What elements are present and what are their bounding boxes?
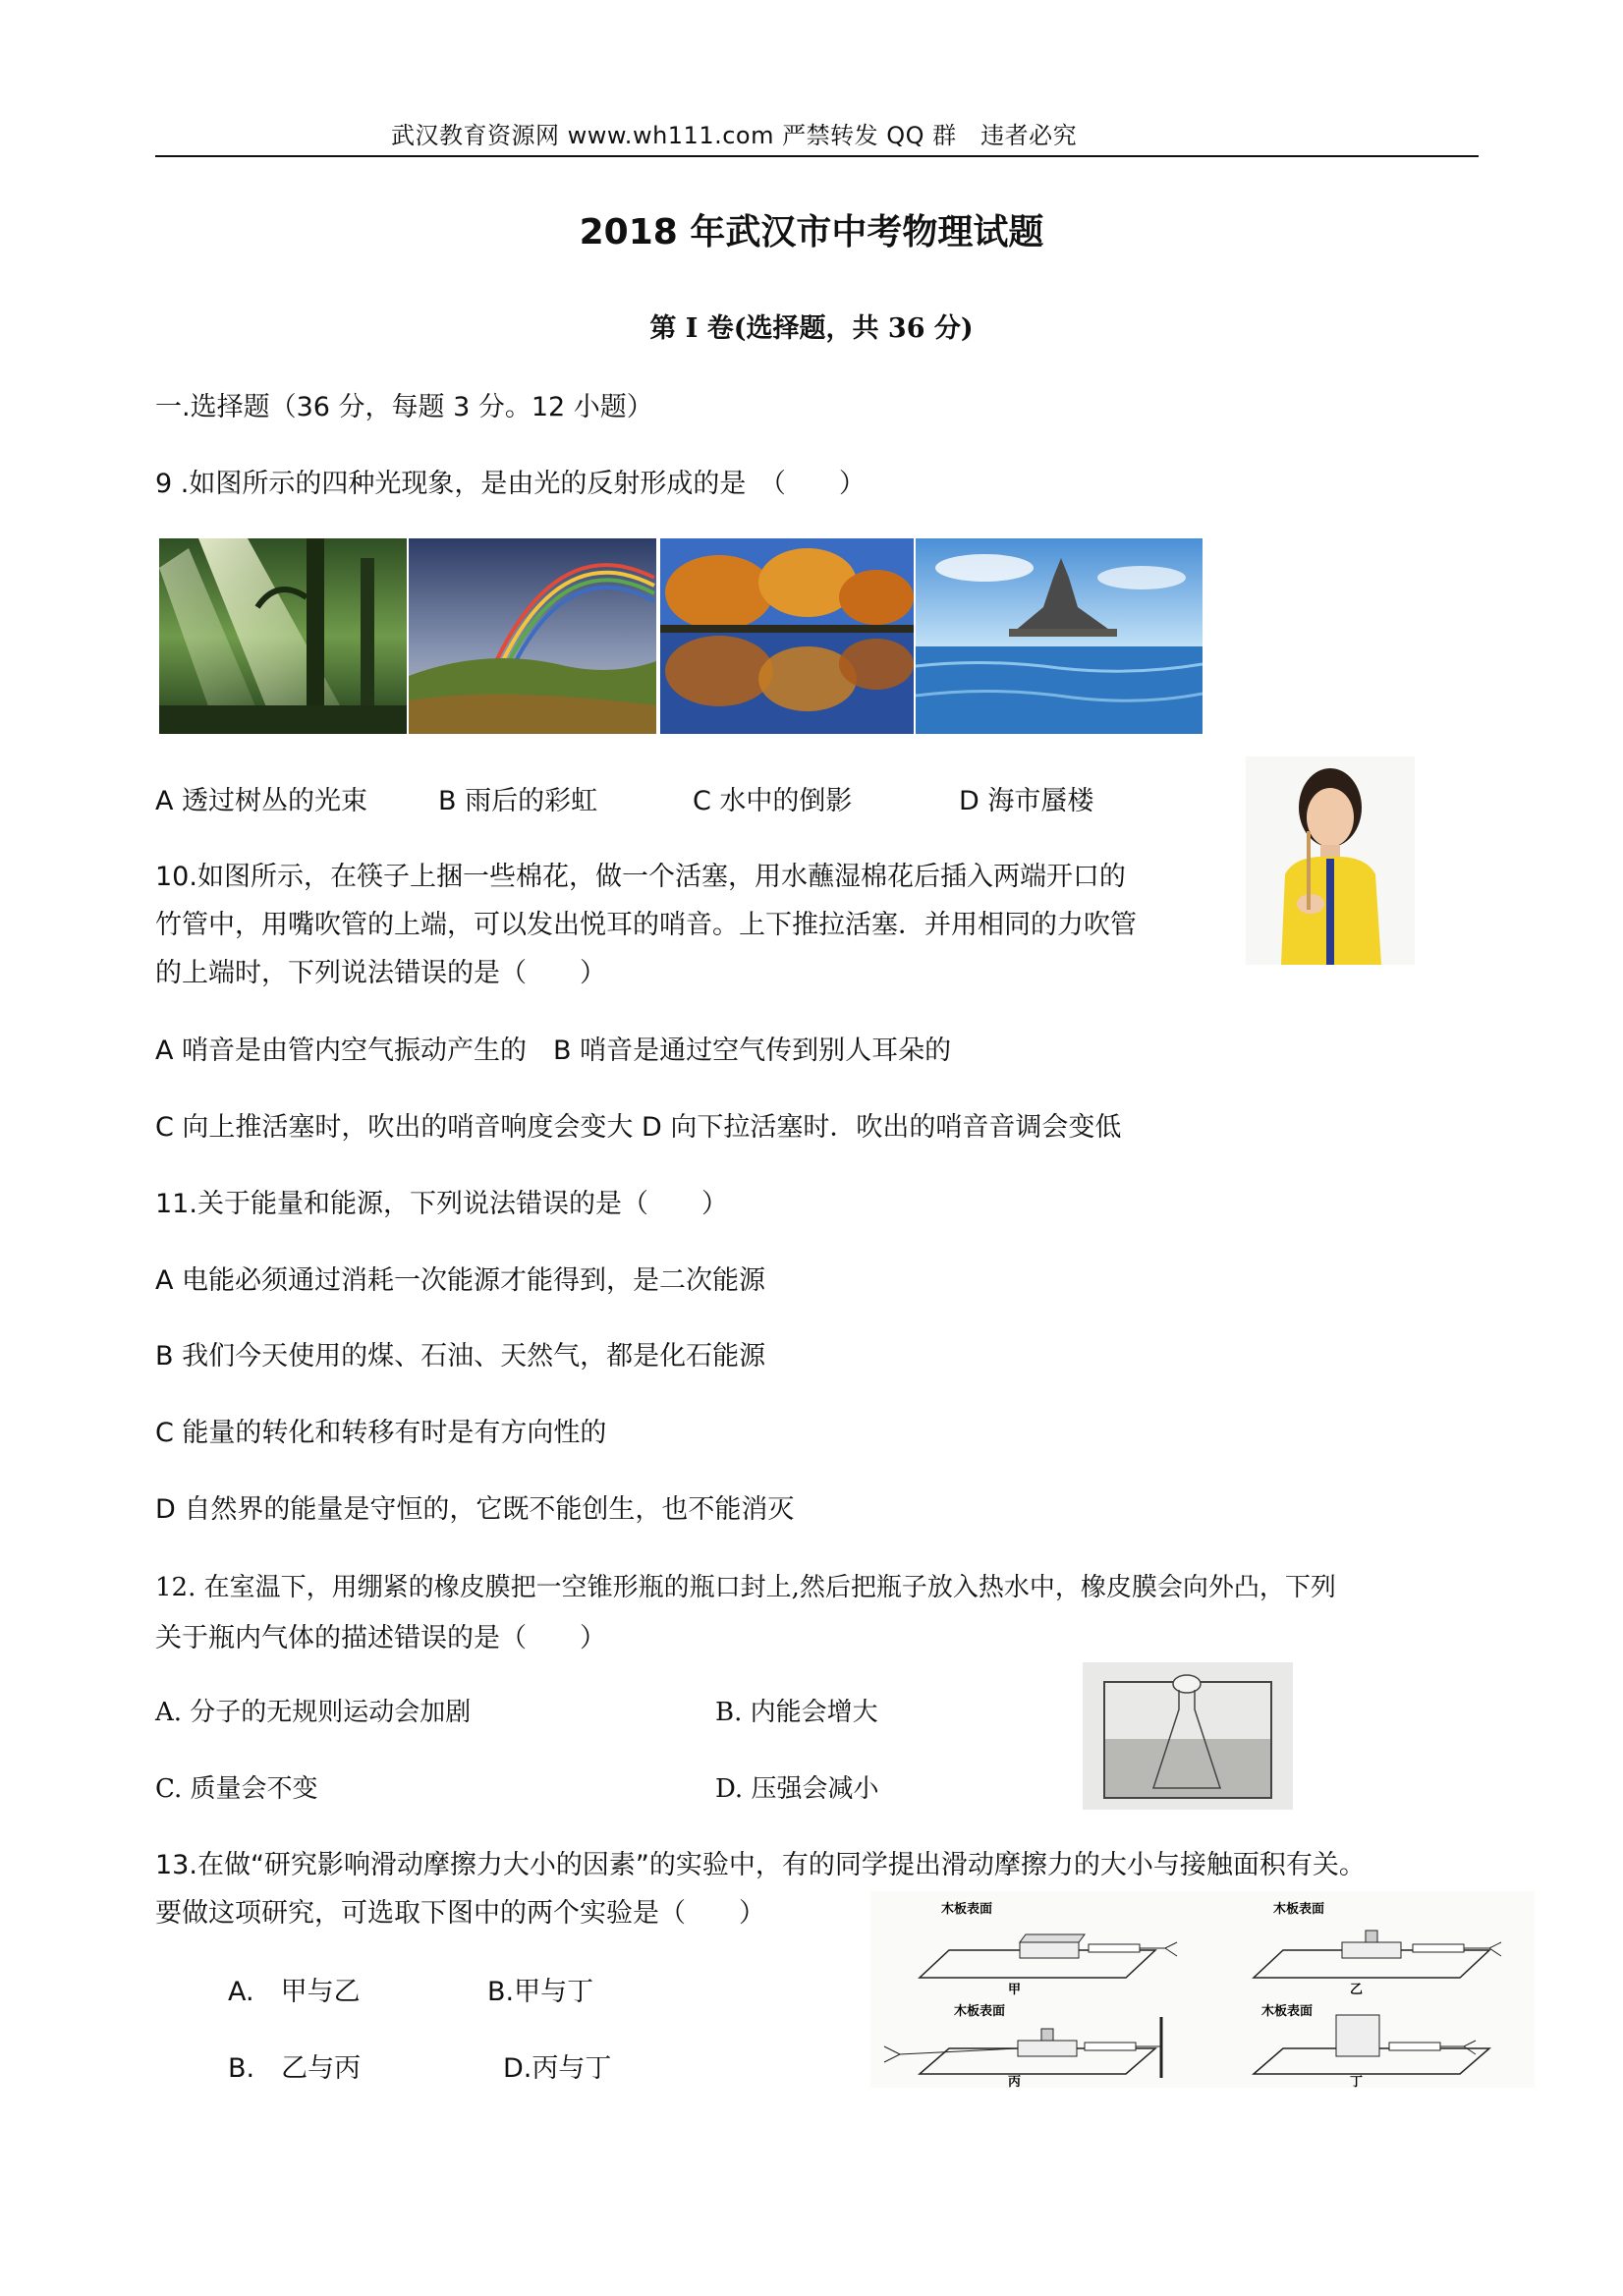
girl-blowing-whistle-photo bbox=[1246, 756, 1415, 965]
part-heading: 一.选择题（36 分，每题 3 分。12 小题） bbox=[155, 392, 653, 422]
q11-option-c: C 能量的转化和转移有时是有方向性的 bbox=[155, 1418, 607, 1448]
q11-option-d: D 自然界的能量是守恒的，它既不能创生，也不能消灭 bbox=[155, 1494, 795, 1525]
rainbow-photo bbox=[409, 538, 656, 734]
q12-line2: 关于瓶内气体的描述错误的是（ ） bbox=[155, 1623, 606, 1653]
surface-label-ding: 木板表面 bbox=[1261, 2004, 1314, 2019]
header-divider bbox=[155, 155, 1479, 157]
figure-label-ding: 丁 bbox=[1350, 2075, 1364, 2088]
q9-stem: 9 .如图所示的四种光现象，是由光的反射形成的是 （ ） bbox=[155, 469, 866, 499]
q12-option-d: D. 压强会减小 bbox=[715, 1774, 879, 1804]
figure-label-yi: 乙 bbox=[1350, 1983, 1364, 1997]
figure-label-bing: 丙 bbox=[1008, 2075, 1022, 2088]
q9-option-d: D 海市蜃楼 bbox=[959, 786, 1094, 816]
friction-experiment-figure bbox=[870, 1891, 1535, 2088]
surface-label-yi: 木板表面 bbox=[1273, 1902, 1325, 1917]
q11-option-b: B 我们今天使用的煤、石油、天然气，都是化石能源 bbox=[155, 1341, 766, 1372]
q11-option-a: A 电能必须通过消耗一次能源才能得到，是二次能源 bbox=[155, 1265, 766, 1296]
q13-option-b: B.甲与丁 bbox=[487, 1977, 594, 2007]
flask-in-hot-water-figure bbox=[1083, 1662, 1293, 1810]
q9-option-a: A 透过树丛的光束 bbox=[155, 786, 368, 816]
mirage-photo bbox=[916, 538, 1203, 734]
forest-light-photo bbox=[159, 538, 407, 734]
q10-line2: 竹管中，用嘴吹管的上端，可以发出悦耳的哨音。上下推拉活塞．并用相同的力吹管 bbox=[155, 910, 1137, 940]
q10-line3: 的上端时，下列说法错误的是（ ） bbox=[155, 958, 606, 988]
q9-option-b: B 雨后的彩虹 bbox=[438, 786, 598, 816]
q13-option-a: A. 甲与乙 bbox=[228, 1977, 361, 2007]
section-heading: 第 I 卷(选择题，共 36 分) bbox=[649, 313, 974, 344]
q13-line2: 要做这项研究，可选取下图中的两个实验是（ ） bbox=[155, 1898, 765, 1929]
q11-stem: 11.关于能量和能源，下列说法错误的是（ ） bbox=[155, 1189, 728, 1219]
q12-line1: 12. 在室温下，用绷紧的橡皮膜把一空锥形瓶的瓶口封上,然后把瓶子放入热水中，橡皮膜会向外凸，下列 bbox=[155, 1573, 1336, 1602]
q9-option-c: C 水中的倒影 bbox=[693, 786, 853, 816]
q12-option-a: A. 分子的无规则运动会加剧 bbox=[155, 1698, 472, 1727]
exam-title: 2018 年武汉市中考物理试题 bbox=[579, 212, 1044, 252]
figure-label-jia: 甲 bbox=[1008, 1983, 1022, 1997]
page-header: 武汉教育资源网 www.wh111.com 严禁转发 QQ 群 违者必究 bbox=[391, 122, 1078, 149]
surface-label-jia: 木板表面 bbox=[941, 1902, 993, 1917]
q10-line1: 10.如图所示，在筷子上捆一些棉花，做一个活塞，用水蘸湿棉花后插入两端开口的 bbox=[155, 862, 1126, 892]
q13-line1: 13.在做“研究影响滑动摩擦力大小的因素”的实验中，有的同学提出滑动摩擦力的大小与接触面积有关。 bbox=[155, 1850, 1366, 1880]
water-reflection-photo bbox=[660, 538, 914, 734]
q13-option-c: B. 乙与丙 bbox=[228, 2053, 362, 2084]
q12-option-b: B. 内能会增大 bbox=[715, 1698, 878, 1727]
q10-options-ab: A 哨音是由管内空气振动产生的 B 哨音是通过空气传到别人耳朵的 bbox=[155, 1036, 952, 1066]
q12-option-c: C. 质量会不变 bbox=[155, 1774, 318, 1804]
q13-option-d: D.丙与丁 bbox=[503, 2053, 612, 2084]
q10-options-cd: C 向上推活塞时，吹出的哨音响度会变大 D 向下拉活塞时．吹出的哨音音调会变低 bbox=[155, 1112, 1122, 1143]
surface-label-bing: 木板表面 bbox=[954, 2004, 1006, 2019]
